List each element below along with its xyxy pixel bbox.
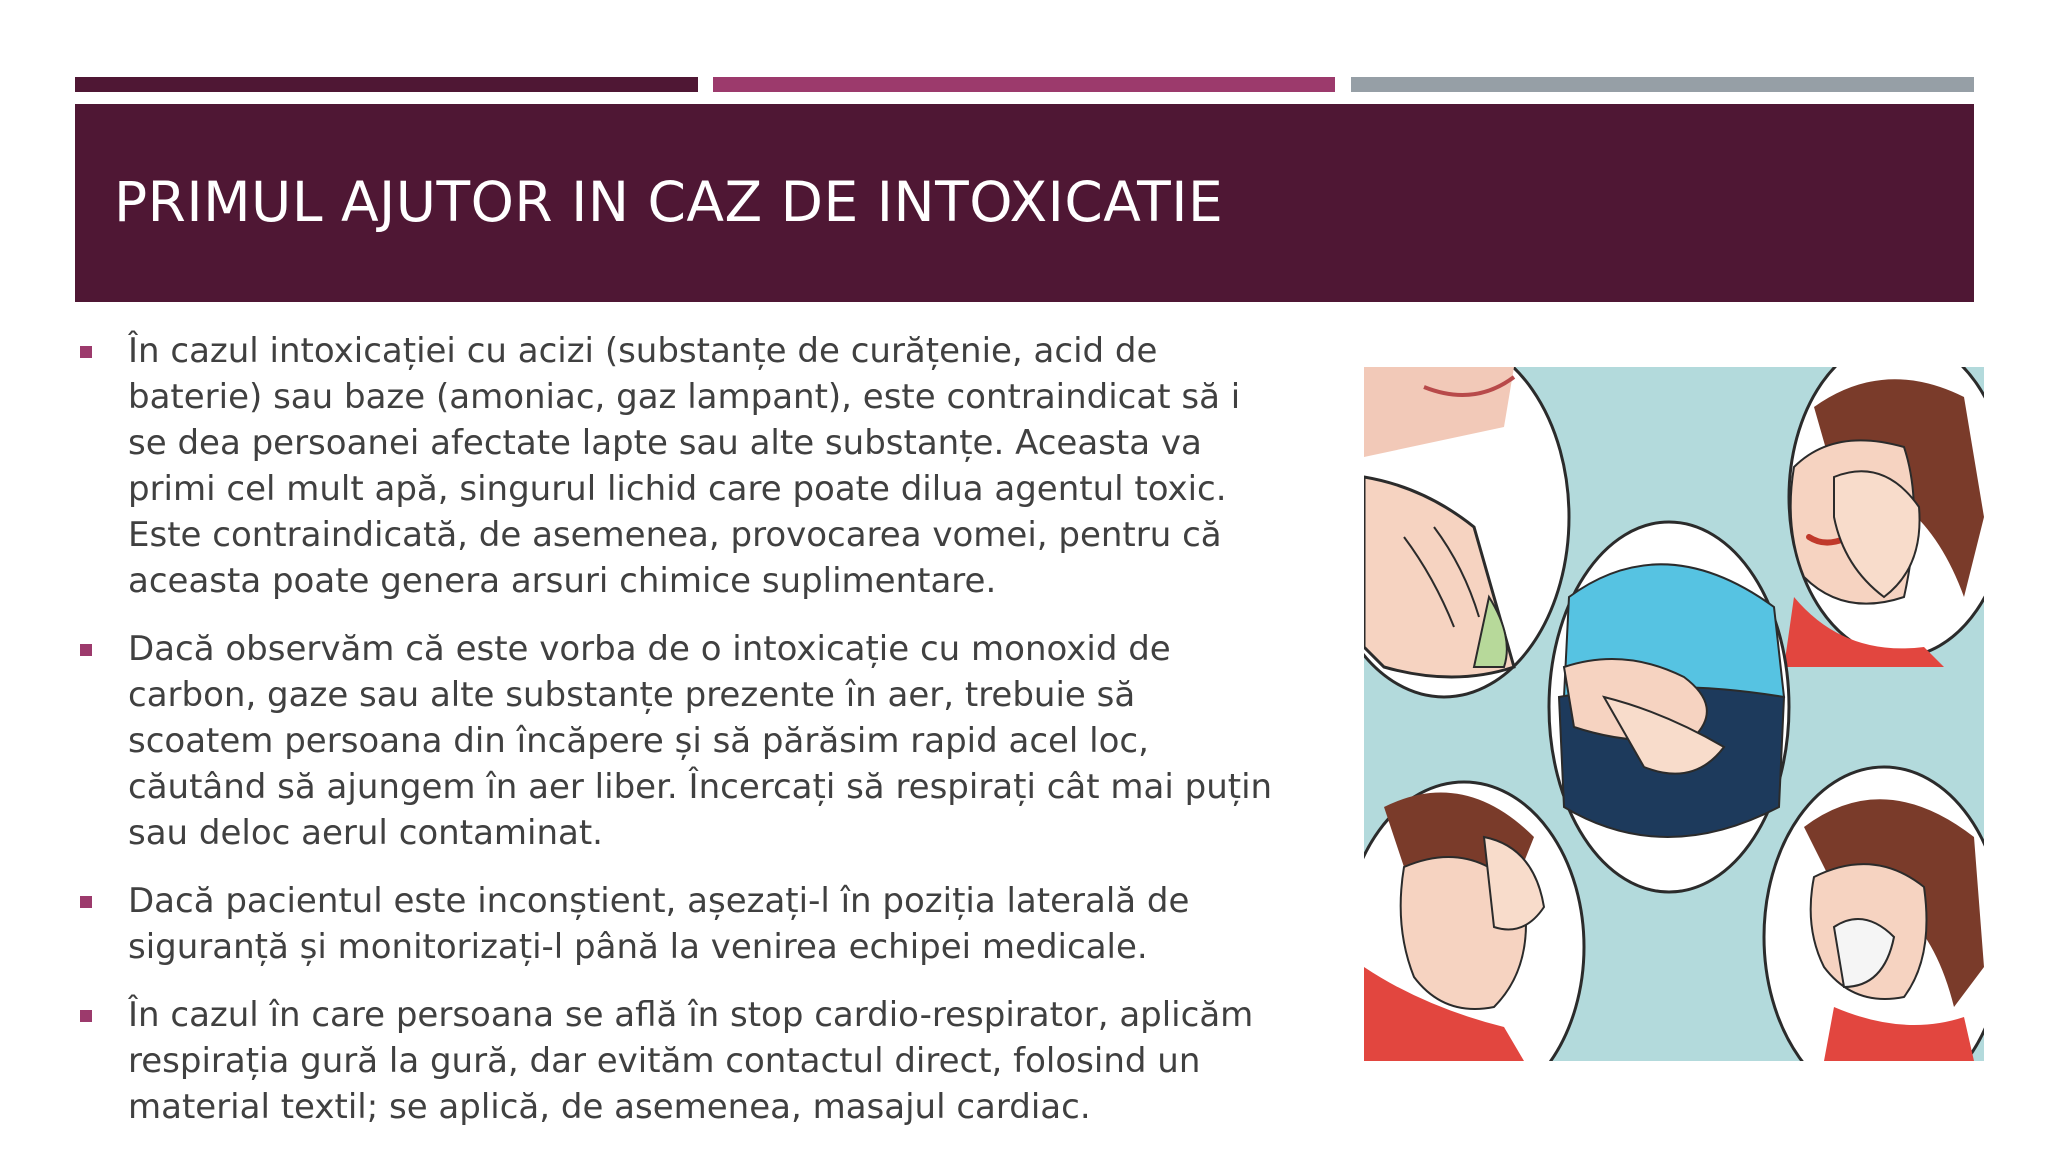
square-bullet-icon (80, 896, 92, 908)
accent-stripe-dark (75, 77, 698, 92)
accent-stripe-gray (1351, 77, 1974, 92)
square-bullet-icon (80, 644, 92, 656)
title-band (75, 104, 1974, 302)
bullet-list (75, 328, 1275, 1152)
stomach-ache-vignette (1549, 522, 1789, 892)
bullet-text: În cazul intoxicației cu acizi (substanțe de curățenie, acid de baterie) sau baze (amoniac, gaz lampant), este contraindicat să i se dea persoanei afectate lapte sau alte substanțe. Aceasta va primi cel mult apă, singurul lichid care poate dilua agentul toxic. Este contraindicată, de asemenea, provocarea vomei, pentru că aceasta poate genera arsuri chimice suplimentare. (128, 331, 1241, 601)
eye-irritation-vignette (1784, 367, 1984, 667)
bullet-item-acids (75, 328, 1275, 604)
square-bullet-icon (80, 1010, 92, 1022)
bullet-item-cardiac-arrest (75, 992, 1275, 1130)
slide-title: PRIMUL AJUTOR IN CAZ DE INTOXICATIE (114, 170, 1224, 235)
bullet-text: În cazul în care persoana se află în stop cardio-respirator, aplicăm respirația gură la gură, dar evităm contactul direct, folosind un material textil; se aplică, de asemenea, masajul cardiac. (128, 995, 1254, 1127)
bullet-text: Dacă observăm că este vorba de o intoxicație cu monoxid de carbon, gaze sau alte substanțe prezente în aer, trebuie să scoatem persoana din încăpere și să părăsim rapid acel loc, căutând să ajungem în aer liber. Încercați să respirați cât mai puțin sau deloc aerul contaminat. (128, 629, 1273, 853)
bullet-text: Dacă pacientul este inconștient, așezați-l în poziția laterală de siguranță și monitorizați-l până la venirea echipei medicale. (128, 881, 1190, 967)
bullet-item-gas (75, 626, 1275, 856)
accent-stripe-magenta (713, 77, 1335, 92)
bullet-item-unconscious (75, 878, 1275, 970)
poisoning-symptoms-illustration (1364, 367, 1984, 1061)
square-bullet-icon (80, 346, 92, 358)
